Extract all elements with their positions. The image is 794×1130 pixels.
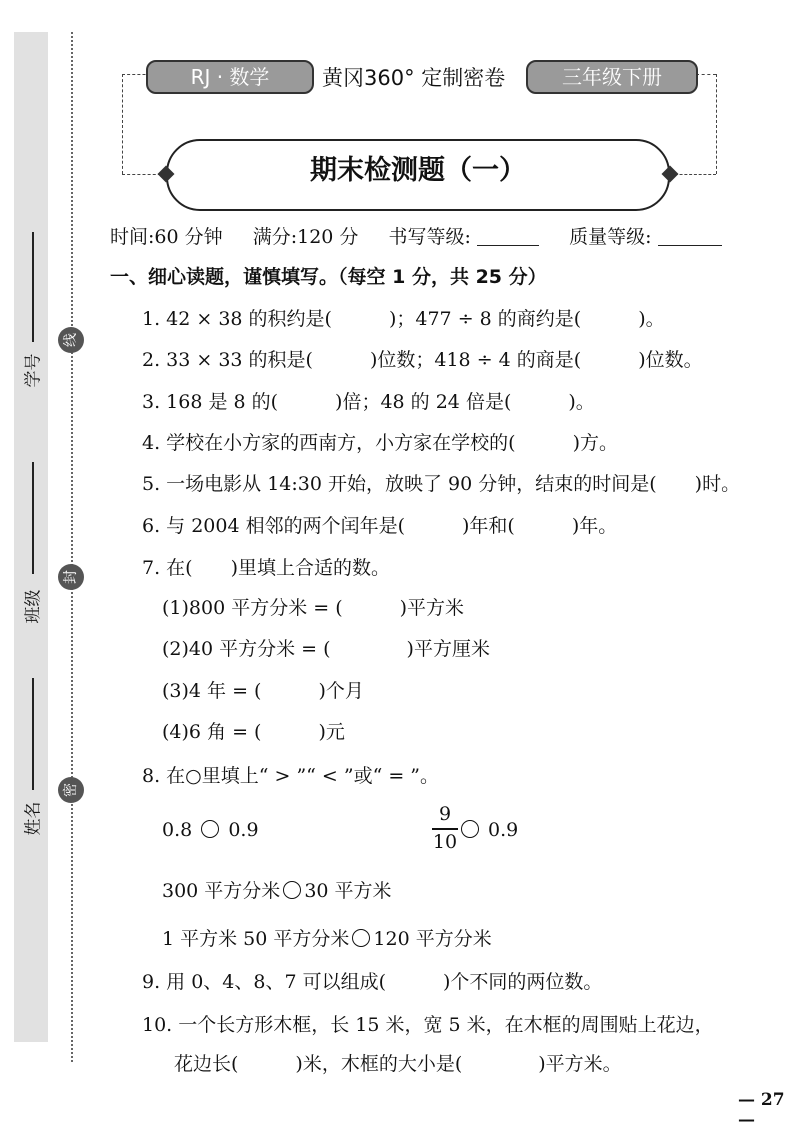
question-7-4: (4)6 角 = ( )元 — [162, 721, 345, 743]
header-dash-left-vert — [122, 74, 123, 174]
seal-line: 线 — [58, 327, 84, 353]
compare-d-right: 120 平方分米 — [373, 928, 492, 950]
question-10-line1: 10. 一个长方形木框，长 15 米，宽 5 米，在木框的周围贴上花边， — [142, 1014, 714, 1036]
question-9: 9. 用 0、4、8、7 可以组成( )个不同的两位数。 — [142, 971, 603, 993]
compare-c-right: 30 平方米 — [304, 880, 392, 902]
compare-d — [162, 924, 492, 951]
time-limit: 时间:60 分钟 — [110, 226, 223, 248]
subject-tag: RJ · 数学 — [146, 60, 314, 94]
compare-c-circle[interactable] — [283, 881, 301, 899]
fraction-denominator: 10 — [432, 831, 458, 853]
question-4: 4. 学校在小方家的西南方，小方家在学校的( )方。 — [142, 432, 618, 454]
series-name: 黄冈360° 定制密卷 — [322, 66, 506, 90]
fraction-numerator: 9 — [438, 803, 452, 825]
question-7: 7. 在( )里填上合适的数。 — [142, 557, 390, 579]
question-7-3: (3)4 年 = ( )个月 — [162, 680, 364, 702]
compare-d-circle[interactable] — [352, 929, 370, 947]
compare-d-left: 1 平方米 50 平方分米 — [162, 928, 350, 950]
question-1: 1. 42 × 38 的积约是( )；477 ÷ 8 的商约是( )。 — [142, 308, 665, 330]
grade-tag: 三年级下册 — [526, 60, 698, 94]
compare-a — [162, 819, 259, 841]
compare-c-left: 300 平方分米 — [162, 880, 281, 902]
binding-sidebar — [14, 32, 48, 1042]
header-dash-right — [696, 74, 716, 75]
student-id-line — [32, 232, 34, 342]
question-7-1: (1)800 平方分米 = ( )平方米 — [162, 597, 465, 619]
quality-grade-label: 质量等级: — [569, 226, 652, 248]
compare-a-circle[interactable] — [201, 820, 219, 838]
name-line — [32, 678, 34, 790]
class-label: 班级 — [23, 589, 44, 624]
question-2: 2. 33 × 33 的积是( )位数；418 ÷ 4 的商是( )位数。 — [142, 349, 703, 371]
class-line — [32, 462, 34, 574]
writing-grade-label: 书写等级: — [388, 226, 471, 248]
name-label: 姓名 — [23, 801, 44, 836]
fraction-bar — [432, 828, 458, 830]
quality-grade-field[interactable] — [658, 227, 722, 246]
page-title: 期末检测题（一） — [310, 155, 526, 186]
compare-c — [162, 876, 392, 903]
compare-b-circle[interactable] — [461, 820, 479, 838]
compare-a-right: 0.9 — [228, 819, 259, 841]
seal-seal: 封 — [58, 564, 84, 590]
question-6: 6. 与 2004 相邻的两个闰年是( )年和( )年。 — [142, 515, 618, 537]
exam-meta — [110, 222, 722, 249]
page-number: — 27 — — [738, 1090, 785, 1130]
question-5: 5. 一场电影从 14:30 开始，放映了 90 分钟，结束的时间是( )时。 — [142, 473, 741, 495]
cut-line — [71, 32, 73, 1062]
compare-a-left: 0.8 — [162, 819, 193, 841]
question-7-2: (2)40 平方分米 = ( )平方厘米 — [162, 638, 490, 660]
question-3: 3. 168 是 8 的( )倍；48 的 24 倍是( )。 — [142, 391, 595, 413]
question-10-line2: 花边长( )米，木框的大小是( )平方米。 — [174, 1053, 622, 1075]
student-id-label: 学号 — [23, 353, 44, 388]
seal-secret: 密 — [58, 777, 84, 803]
compare-b — [458, 819, 518, 841]
writing-grade-field[interactable] — [477, 227, 539, 246]
header-dash-right-vert — [716, 74, 717, 174]
section-heading: 一、细心读题，谨慎填写。（每空 1 分，共 25 分） — [110, 266, 547, 288]
question-8: 8. 在○里填上“ > ”“ < ”或“ = ”。 — [142, 765, 440, 787]
full-score: 满分:120 分 — [252, 226, 359, 248]
compare-b-right: 0.9 — [488, 819, 519, 841]
